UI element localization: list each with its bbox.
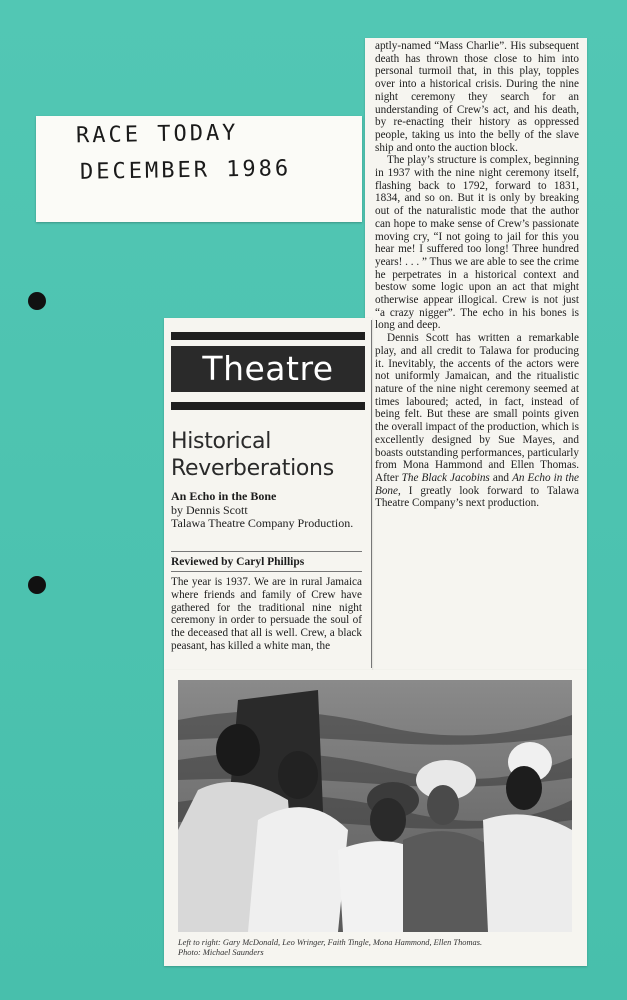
caption-credit: Photo: Michael Saunders [178, 948, 264, 957]
right-paragraph-2: The play’s structure is complex, beginning in 1937 with the nine night ceremony itself, flashing back to 1792, forward to 1831, 1834, and so on. But it is only by breaking out of the naturalistic mode that the author can hope to make sense of Crew’s passionate moving cry, “I not going to jail for this you hear me! I suffered too long! Three hundred years! . . . ” Thus we are able to see the crime he perpetrates in a historical context and bestow some logic upon an act that might otherwise appear illogical. Crew is not just “a crazy nigger”. The echo in his bones is long and deep. [375, 154, 579, 332]
right-paragraph-3: Dennis Scott has written a remarkable play, and all credit to Talawa for producing it. Inevitably, the accents of the actors were not uniformly Jamaican, and the ritualistic nature of the nine night ceremony seemed at times laboured; acted, in fact, instead of being felt. But these are small points given the overall impact of the production, which is excellently designed by Sue Mayes, and boasts outstanding performances, particularly from Mona Hammond and Ellen Thomas. After The Black Jacobins and An Echo in the Bone, I greatly look forward to Talawa Theatre Company’s next production. [375, 332, 580, 510]
handwritten-label-card [36, 116, 362, 222]
section-banner: Theatre [171, 346, 365, 392]
clipping-review-header [164, 318, 372, 670]
thick-rule-bottom [171, 402, 365, 410]
right-paragraph-1: aptly-named “Mass Charlie”. His subsequent death has thrown those close to him into personal turmoil that, in this play, topples over into a historical crisis. During the nine night ceremony they search for an understanding of Crew’s act, and his death, by re-enacting their history as oppressed people, taking us into the belly of the slave ship and onto the auction block. [375, 40, 579, 154]
right-column-text [375, 40, 579, 510]
column-divider [371, 320, 372, 668]
divider-below-reviewer [171, 571, 362, 572]
opening-paragraph: The year is 1937. We are in rural Jamaica where friends and family of Crew have gathered for the traditional nine night ceremony in order to persuade the soul of the deceased that all is well. Crew, a black peasant, has killed a white man, the [171, 576, 362, 652]
binder-hole-top [28, 292, 46, 310]
play-title: An Echo in the Bone [171, 489, 277, 503]
title-black-jacobins: The Black Jacobins [401, 471, 490, 484]
review-opening-text [171, 576, 362, 653]
playwright-byline: by Dennis Scott [171, 502, 248, 517]
theatre-company: Talawa Theatre Company Production. [171, 516, 354, 530]
label-line-publication: RACE TODAY [75, 120, 239, 149]
clipping-right-column [365, 38, 587, 670]
production-credits [171, 490, 367, 531]
title-echo-in-the-bone: An Echo in the Bone [375, 471, 580, 497]
binder-hole-bottom [28, 576, 46, 594]
review-headline: Historical Reverberations [171, 429, 334, 481]
production-photo [178, 680, 572, 932]
divider-above-reviewer [171, 551, 362, 552]
clipping-photo [164, 670, 587, 966]
thick-rule-top [171, 332, 365, 340]
reviewer-credit: Reviewed by Caryl Phillips [171, 556, 305, 568]
photo-caption [178, 938, 578, 958]
caption-names: Left to right: Gary McDonald, Leo Wringer, Faith Tingle, Mona Hammond, Ellen Thomas. [178, 938, 483, 947]
production-photo-image [178, 680, 572, 932]
label-line-date: DECEMBER 1986 [79, 156, 292, 185]
